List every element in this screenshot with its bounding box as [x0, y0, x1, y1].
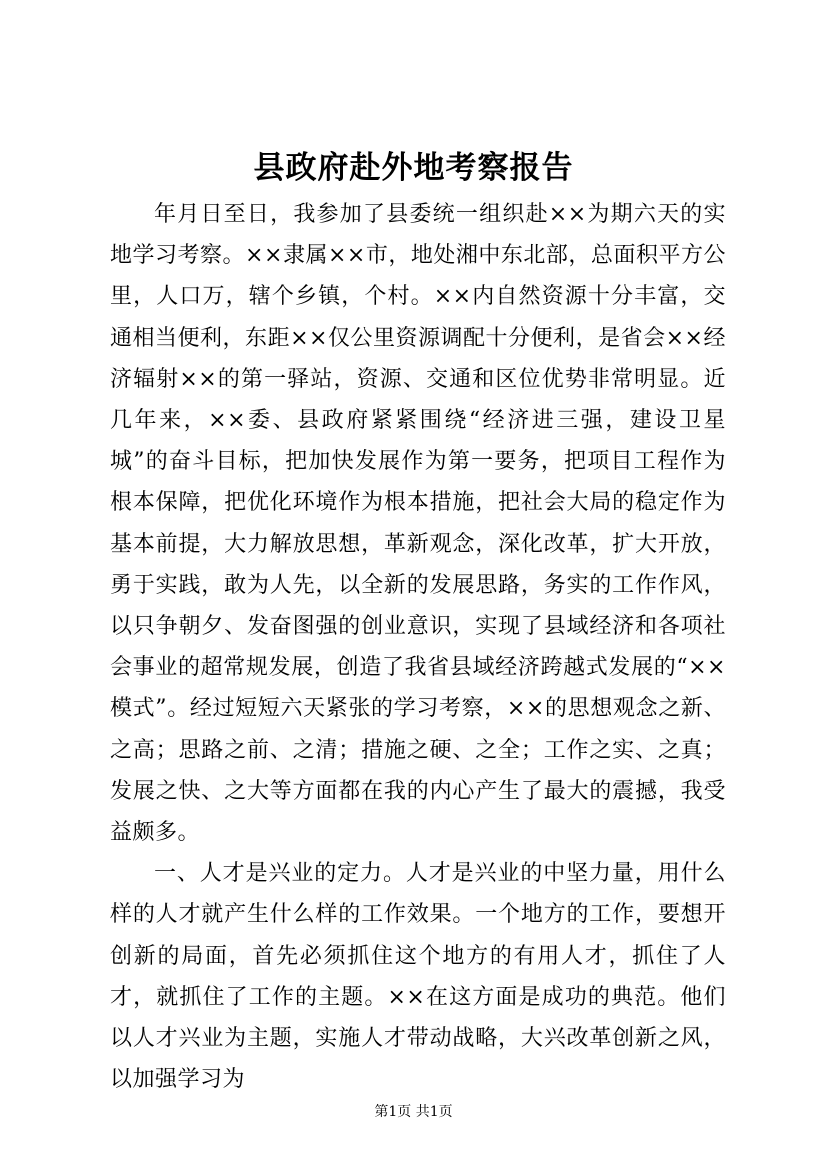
document-body — [110, 194, 726, 1100]
page-footer: 第1页 共1页 — [374, 1104, 453, 1120]
document-title: 县政府赴外地考察报告 — [253, 150, 574, 186]
paragraph-intro: 年月日至日，我参加了县委统一组织赴××为期六天的实地学习考察。××隶属××市，地处湘中东北部，总面积平方公里，人口万，辖个乡镇，个村。××内自然资源十分丰富，交通相当便利，东距××仅公里资源调配十分便利，是省会××经济辐射××的第一驿站，资源、交通和区位优势非常明显。近几年来，××委、县政府紧紧围绕“经济进三强，建设卫星城”的奋斗目标，把加快发展作为第一要务，把项目工程作为根本保障，把优化环境作为根本措施，把社会大局的稳定作为基本前提，大力解放思想，革新观念，深化改革，扩大开放，勇于实践，敢为人先，以全新的发展思路，务实的工作作风，以只争朝夕、发奋图强的创业意识，实现了县域经济和各项社会事业的超常规发展，创造了我省县域经济跨越式发展的“××模式”。经过短短六天紧张的学习考察，××的思想观念之新、之高；思路之前、之清；措施之硬、之全；工作之实、之真；发展之快、之大等方面都在我的内心产生了最大的震撼，我受益颇多。 — [110, 202, 726, 846]
paragraph-section-one: 一、人才是兴业的定力。人才是兴业的中坚力量，用什么样的人才就产生什么样的工作效果。一个地方的工作，要想开创新的局面，首先必须抓住这个地方的有用人才，抓住了人才，就抓住了工作的主题。××在这方面是成功的典范。他们以人才兴业为主题，实施人才带动战略，大兴改革创新之风，以加强学习为 — [110, 861, 726, 1093]
